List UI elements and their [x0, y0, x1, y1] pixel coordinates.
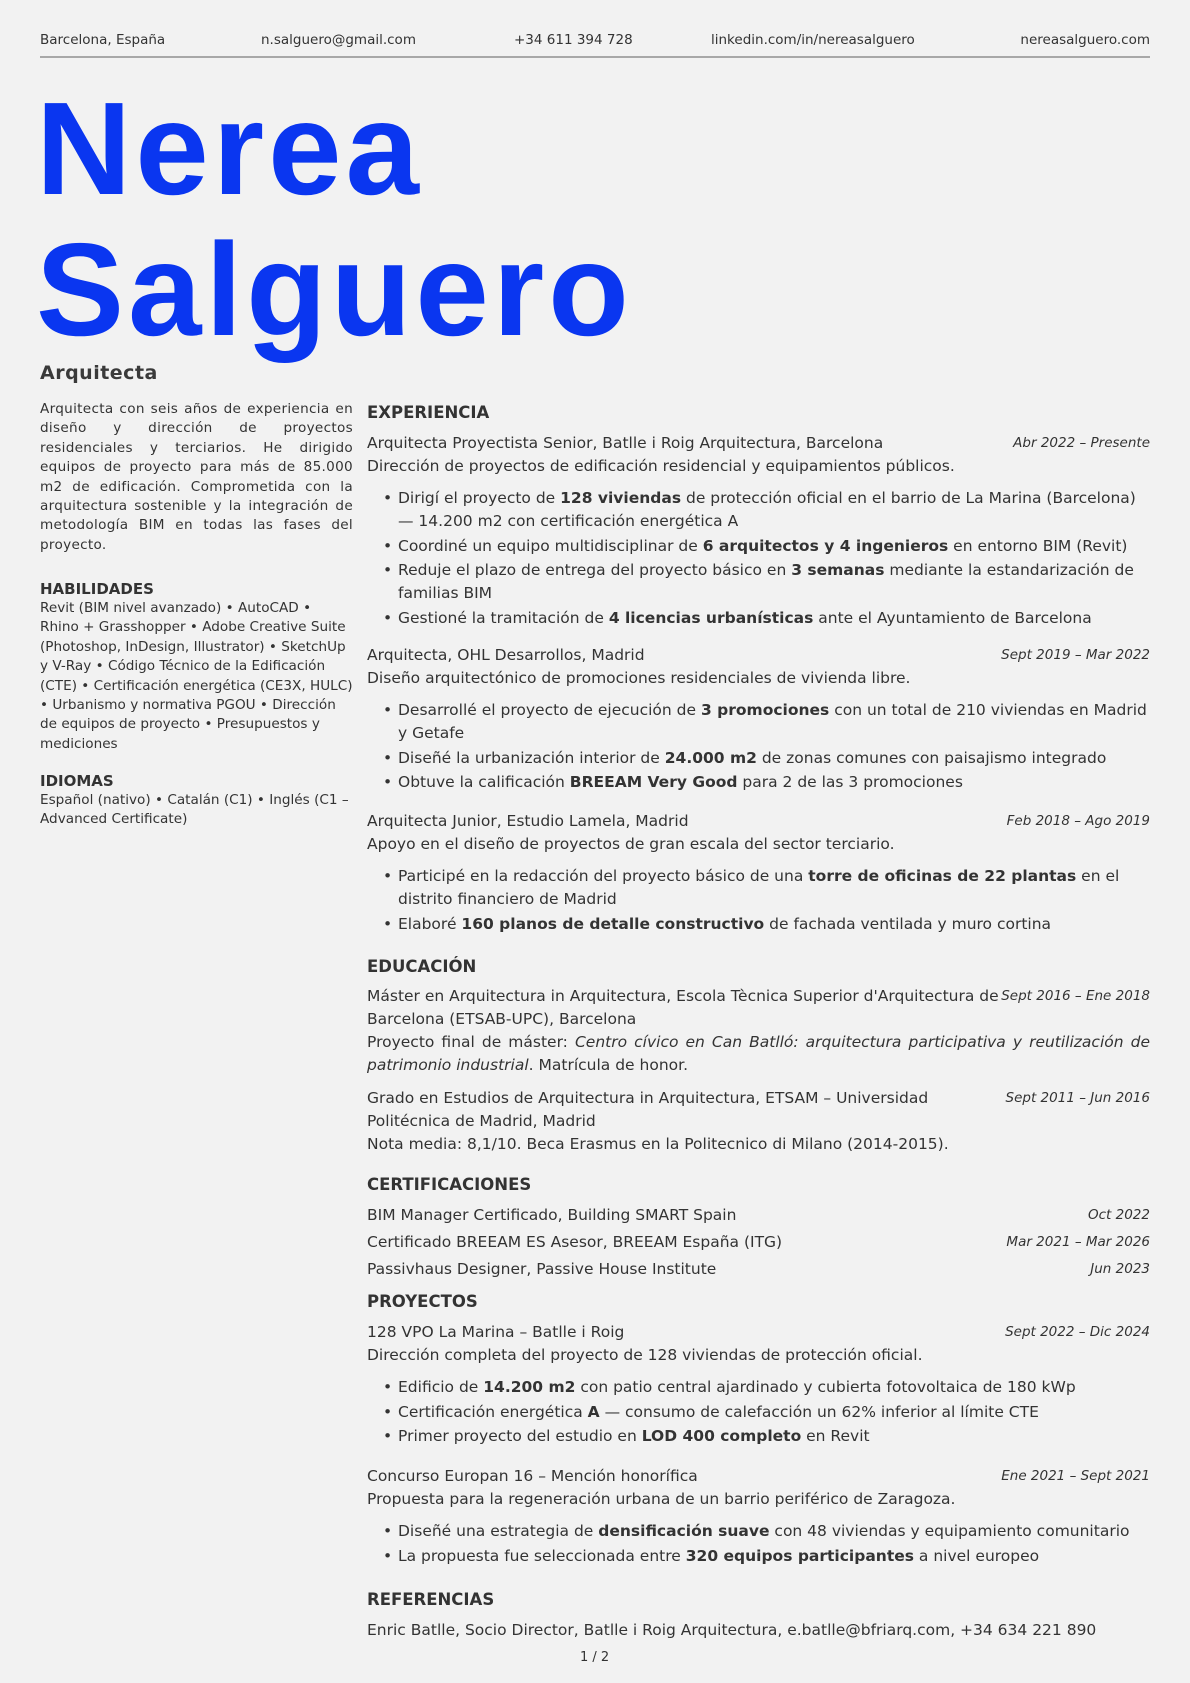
bullet-item: • Primer proyecto del estudio en LOD 400 completo en Revit: [367, 1425, 1150, 1448]
entry-date: Abr 2022 – Presente: [1013, 435, 1150, 451]
entry-description: Dirección completa del proyecto de 128 viviendas de protección oficial.: [367, 1346, 923, 1364]
entry-header: [367, 432, 1150, 455]
job-entry: [367, 810, 1150, 937]
project-entry: [367, 1321, 1150, 1450]
entry-header: [367, 985, 1150, 1031]
certification-name: BIM Manager Certificado, Building SMART Spain: [367, 1206, 737, 1224]
entry-header: [367, 1087, 1150, 1133]
entry-header: [367, 1321, 1150, 1344]
name-last: Salguero: [36, 216, 633, 363]
entry-title: 128 VPO La Marina – Batlle i Roig: [367, 1323, 625, 1341]
entry-date: Sept 2011 – Jun 2016: [1005, 1090, 1150, 1106]
certification-item: [367, 1231, 1150, 1254]
bullet-highlight: 3 promociones: [700, 701, 830, 719]
bullet-item: • La propuesta fue seleccionada entre 320 equipos participantes a nivel europeo: [367, 1545, 1150, 1568]
education-entry: [367, 985, 1150, 1077]
entry-date: Sept 2022 – Dic 2024: [1005, 1324, 1150, 1340]
bullet-item: • Elaboré 160 planos de detalle constructivo de fachada ventilada y muro cortina: [367, 913, 1150, 936]
bullet-item: • Obtuve la calificación BREEAM Very Good para 2 de las 3 promociones: [367, 771, 1150, 794]
certification-item: [367, 1258, 1150, 1281]
projects-heading: PROYECTOS: [367, 1292, 478, 1311]
bullet-highlight: 160 planos de detalle constructivo: [461, 914, 765, 933]
bullet-list: [367, 1520, 1150, 1568]
bullet-item: • Desarrollé el proyecto de ejecución de 3 promociones con un total de 210 viviendas en Madrid y Getafe: [367, 699, 1150, 745]
references-heading: REFERENCIAS: [367, 1590, 495, 1609]
bullet-highlight: 14.200 m2: [483, 1378, 576, 1396]
bullet-highlight: BREEAM Very Good: [569, 773, 738, 791]
bullet-highlight: 128 viviendas: [560, 489, 682, 507]
education-entry: [367, 1087, 1150, 1156]
skills-heading: HABILIDADES: [40, 580, 154, 598]
entry-title: Arquitecta, OHL Desarrollos, Madrid: [367, 646, 645, 664]
entry-date: Sept 2019 – Mar 2022: [1001, 647, 1150, 663]
entry-title: Arquitecta Junior, Estudio Lamela, Madrid: [367, 812, 689, 830]
bullet-highlight: 320 equipos participantes: [685, 1546, 914, 1565]
page-number: 1 / 2: [580, 1650, 610, 1665]
bullet-highlight: densificación suave: [598, 1522, 770, 1540]
bullet-item: • Diseñé una estrategia de densificación suave con 48 viviendas y equipamiento comunitario: [367, 1520, 1150, 1543]
entry-title: Concurso Europan 16 – Mención honorífica: [367, 1467, 698, 1485]
bullet-item: • Gestioné la tramitación de 4 licencias urbanísticas ante el Ayuntamiento de Barcelona: [367, 607, 1150, 630]
entry-title: Máster en Arquitectura in Arquitectura, Escola Tècnica Superior d'Arquitectura de Barcelona (ETSAB-UPC), Barcelona: [367, 987, 999, 1028]
bullet-item: • Diseñé la urbanización interior de 24.000 m2 de zonas comunes con paisajismo integrado: [367, 747, 1150, 770]
name-first: Nerea: [36, 75, 423, 222]
certification-item: [367, 1204, 1150, 1227]
certifications-heading: CERTIFICACIONES: [367, 1175, 532, 1194]
contact-phone[interactable]: +34 611 394 728: [514, 32, 633, 48]
contact-website[interactable]: nereasalguero.com: [1020, 32, 1150, 48]
certification-date: Mar 2021 – Mar 2026: [1006, 1234, 1150, 1250]
entry-title: Grado en Estudios de Arquitectura in Arquitectura, ETSAM – Universidad Politécnica de Madrid, Madrid: [367, 1089, 929, 1130]
bullet-item: • Dirigí el proyecto de 128 viviendas de protección oficial en el barrio de La Marina (Barcelona) — 14.200 m2 con certificación energética A: [367, 487, 1150, 533]
entry-description: Apoyo en el diseño de proyectos de gran escala del sector terciario.: [367, 835, 895, 853]
contact-email[interactable]: n.salguero@gmail.com: [261, 32, 416, 48]
project-entry: [367, 1465, 1150, 1569]
bullet-highlight: 24.000 m2: [664, 748, 757, 767]
contact-linkedin[interactable]: linkedin.com/in/nereasalguero: [711, 32, 915, 48]
skills-text: Revit (BIM nivel avanzado) • AutoCAD • Rhino + Grasshopper • Adobe Creative Suite (Photoshop, InDesign, Illustrator) • SketchUp y V-Ray • Código Técnico de la Edificación (CTE) • Certificación energética (CE3X, HULC) • Urbanismo y normativa PGOU • Dirección de equipos de proyecto • Presupuestos y mediciones: [40, 600, 353, 752]
contact-location: Barcelona, España: [40, 32, 166, 48]
bullet-item: • Certificación energética A — consumo de calefacción un 62% inferior al límite CTE: [367, 1401, 1150, 1424]
bullet-highlight: 6 arquitectos y 4 ingenieros: [702, 536, 949, 555]
certification-name: Certificado BREEAM ES Asesor, BREEAM España (ITG): [367, 1233, 783, 1251]
entry-description: Propuesta para la regeneración urbana de un barrio periférico de Zaragoza.: [367, 1490, 956, 1508]
bullet-list: [367, 865, 1150, 936]
entry-date: Feb 2018 – Ago 2019: [1006, 813, 1150, 829]
bullet-highlight: A: [587, 1402, 600, 1421]
experience-heading: EXPERIENCIA: [367, 403, 490, 422]
certification-date: Oct 2022: [1088, 1207, 1150, 1223]
job-entry: [367, 644, 1150, 796]
header-divider: [40, 56, 1150, 58]
education-heading: EDUCACIÓN: [367, 957, 477, 976]
certification-date: Jun 2023: [1090, 1261, 1150, 1277]
skills-section: [40, 579, 353, 754]
entry-description: Nota media: 8,1/10. Beca Erasmus en la Politecnico di Milano (2014-2015).: [367, 1135, 949, 1153]
job-entry: [367, 432, 1150, 631]
entry-date: Sept 2016 – Ene 2018: [1001, 988, 1150, 1004]
certification-name: Passivhaus Designer, Passive House Institute: [367, 1260, 717, 1278]
bullet-item: • Edificio de 14.200 m2 con patio central ajardinado y cubierta fotovoltaica de 180 kWp: [367, 1376, 1150, 1399]
bullet-highlight: 3 semanas: [791, 561, 885, 579]
entry-title: Arquitecta Proyectista Senior, Batlle i Roig Arquitectura, Barcelona: [367, 434, 884, 452]
bullet-item: • Participé en la redacción del proyecto básico de una torre de oficinas de 22 plantas en el distrito financiero de Madrid: [367, 865, 1150, 911]
summary: Arquitecta con seis años de experiencia en diseño y dirección de proyectos residenciales y terciarios. He dirigido equipos de proyecto para más de 85.000 m2 de edificación. Comprometida con la arquitectura sostenible y la integración de metodología BIM en todas las fases del proyecto.: [40, 401, 353, 553]
entry-description: Diseño arquitectónico de promociones residenciales de vivienda libre.: [367, 669, 911, 687]
entry-date: Ene 2021 – Sept 2021: [1001, 1468, 1150, 1484]
reference-text: Enric Batlle, Socio Director, Batlle i Roig Arquitectura, e.batlle@bfriarq.com, +34 634 221 890: [367, 1621, 1097, 1639]
bullet-highlight: 4 licencias urbanísticas: [608, 608, 814, 627]
bullet-highlight: LOD 400 completo: [641, 1427, 802, 1445]
entry-header: [367, 810, 1150, 833]
bullet-list: [367, 1376, 1150, 1448]
job-role: Arquitecta: [40, 362, 158, 384]
entry-header: [367, 644, 1150, 667]
thesis-title: Centro cívico en Can Batlló: arquitectura participativa y reutilización de patrimonio industrial: [367, 1033, 1150, 1074]
bullet-item: • Reduje el plazo de entrega del proyecto básico en 3 semanas mediante la estandarización de familias BIM: [367, 559, 1150, 605]
bullet-list: [367, 487, 1150, 630]
bullet-item: • Coordiné un equipo multidisciplinar de 6 arquitectos y 4 ingenieros en entorno BIM (Revit): [367, 535, 1150, 558]
languages-heading: IDIOMAS: [40, 772, 114, 790]
entry-description: Proyecto final de máster: Centro cívico en Can Batlló: arquitectura participativa y reutilización de patrimonio industrial. Matrícula de honor.: [367, 1033, 1150, 1074]
languages-text: Español (nativo) • Catalán (C1) • Inglés (C1 – Advanced Certificate): [40, 792, 349, 828]
entry-header: [367, 1465, 1150, 1488]
bullet-highlight: torre de oficinas de 22 plantas: [808, 867, 1077, 885]
entry-description: Dirección de proyectos de edificación residencial y equipamientos públicos.: [367, 457, 955, 475]
languages-section: [40, 771, 353, 830]
bullet-list: [367, 699, 1150, 794]
